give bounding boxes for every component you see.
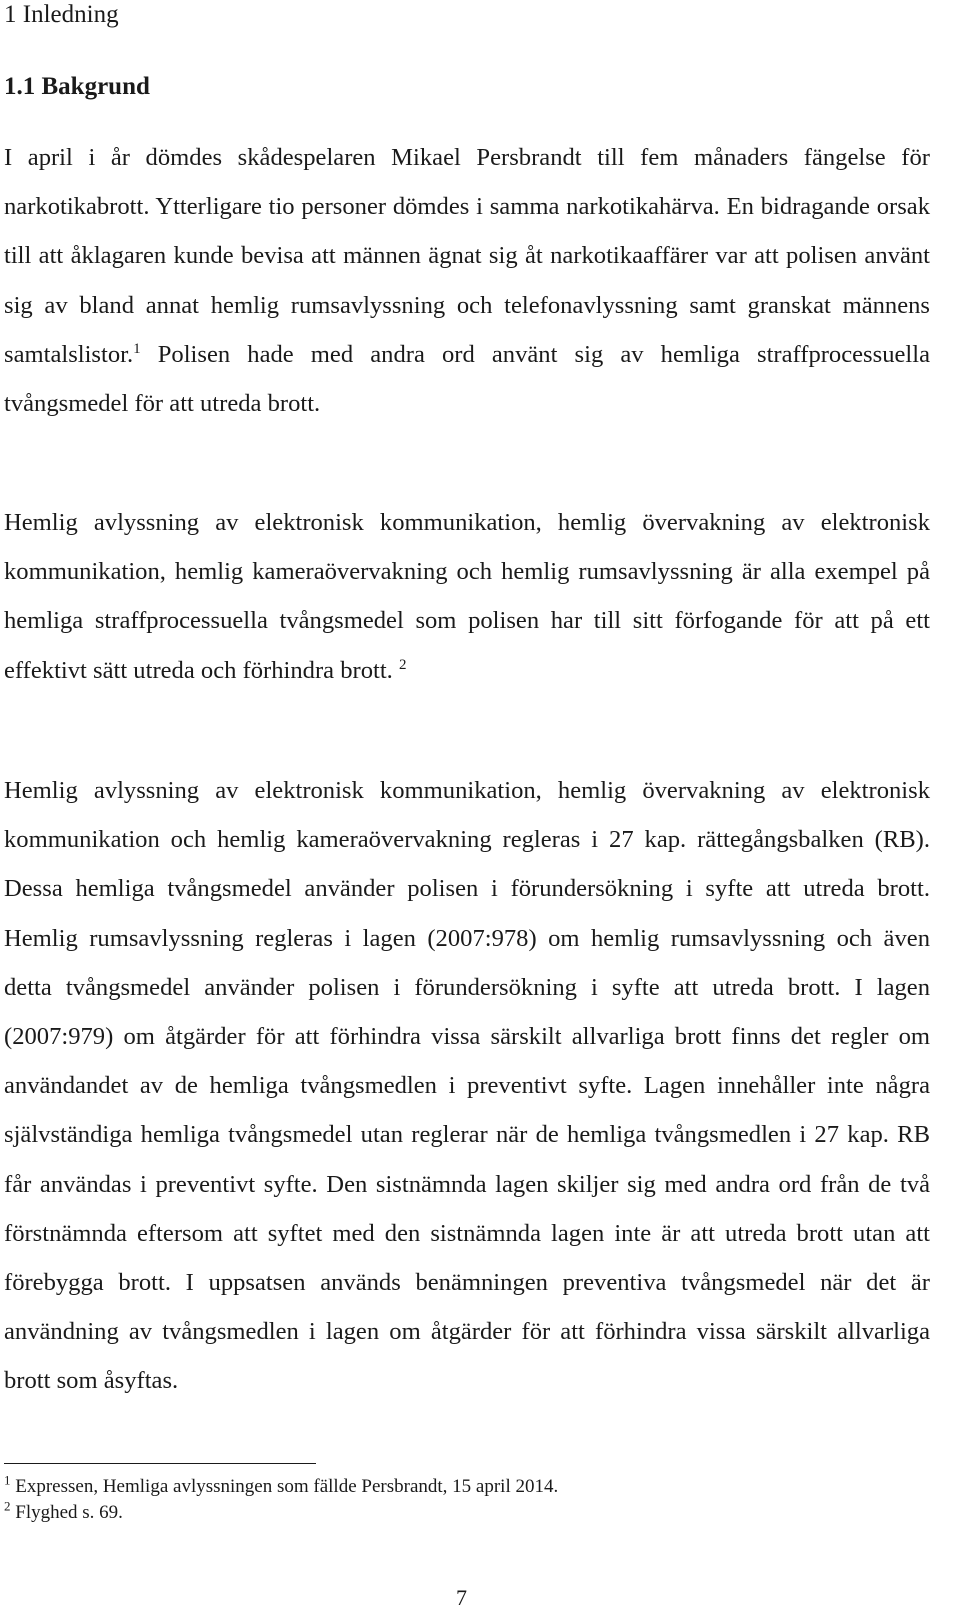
paragraph-1 (4, 133, 930, 428)
footnote-2-number: 2 (4, 1498, 11, 1514)
footnote-ref-2[interactable]: 2 (398, 656, 407, 673)
footnote-ref-1[interactable]: 1 (133, 340, 141, 357)
paragraph-2 (4, 498, 930, 695)
paragraph-2-text: Hemlig avlyssning av elektronisk kommunikation, hemlig övervakning av elektronisk kommunikation, hemlig kameraövervakning och hemlig rumsavlyssning är alla exempel på hemliga straffprocessuella tvångsmedel som polisen har till sitt förfogande för att på ett effektivt sätt utreda och förhindra brott. (4, 509, 930, 684)
footnote-2 (4, 1498, 123, 1525)
chapter-heading: 1 Inledning (4, 1, 119, 28)
paragraph-1-text-after: Polisen hade med andra ord använt sig av hemliga straffprocessuella tvångsmedel för att utreda brott. (4, 340, 930, 418)
paragraph-1-text: I april i år dömdes skådespelaren Mikael Persbrandt till fem månaders fängelse för narkotikabrott. Ytterligare tio personer dömdes i samma narkotikahärva. En bidragande orsak till att åklagaren kunde bevisa att männen ägnat sig åt narkotikaaffärer var att polisen använt sig av bland annat hemlig rumsavlyssning och telefonavlyssning samt granskat männens samtalslistor. (4, 144, 930, 368)
footnote-separator (4, 1463, 316, 1464)
section-heading: 1.1 Bakgrund (4, 73, 150, 100)
footnote-1-text: Expressen, Hemliga avlyssningen som fällde Persbrandt, 15 april 2014. (10, 1476, 559, 1497)
page-number: 7 (456, 1585, 467, 1610)
paragraph-3-text: Hemlig avlyssning av elektronisk kommunikation, hemlig övervakning av elektronisk kommunikation och hemlig kameraövervakning regleras i 27 kap. rättegångsbalken (RB). Dessa hemliga tvångsmedel använder polisen i förundersökning i syfte att utreda brott. Hemlig rumsavlyssning regleras i lagen (2007:978) om hemlig rumsavlyssning och även detta tvångsmedel använder polisen i förundersökning i syfte att utreda brott. I lagen (2007:979) om åtgärder för att förhindra vissa särskilt allvarliga brott finns det regler om användandet av de hemliga tvångsmedlen i preventivt syfte. Lagen innehåller inte några självständiga hemliga tvångsmedel utan reglerar när de hemliga tvångsmedlen i 27 kap. RB får användas i preventivt syfte. Den sistnämnda lagen skiljer sig med andra ord från de två förstnämnda eftersom att syftet med den sistnämnda lagen inte är att utreda brott utan att förebygga brott. I uppsatsen används benämningen preventiva tvångsmedel när det är användning av tvångsmedlen i lagen om åtgärder för att förhindra vissa särskilt allvarliga brott som åsyftas. (4, 777, 930, 1395)
footnote-2-text: Flyghed s. 69. (10, 1502, 123, 1523)
paragraph-3 (4, 766, 930, 1406)
footnote-1-number: 1 (4, 1472, 11, 1488)
footnote-1 (4, 1472, 559, 1499)
